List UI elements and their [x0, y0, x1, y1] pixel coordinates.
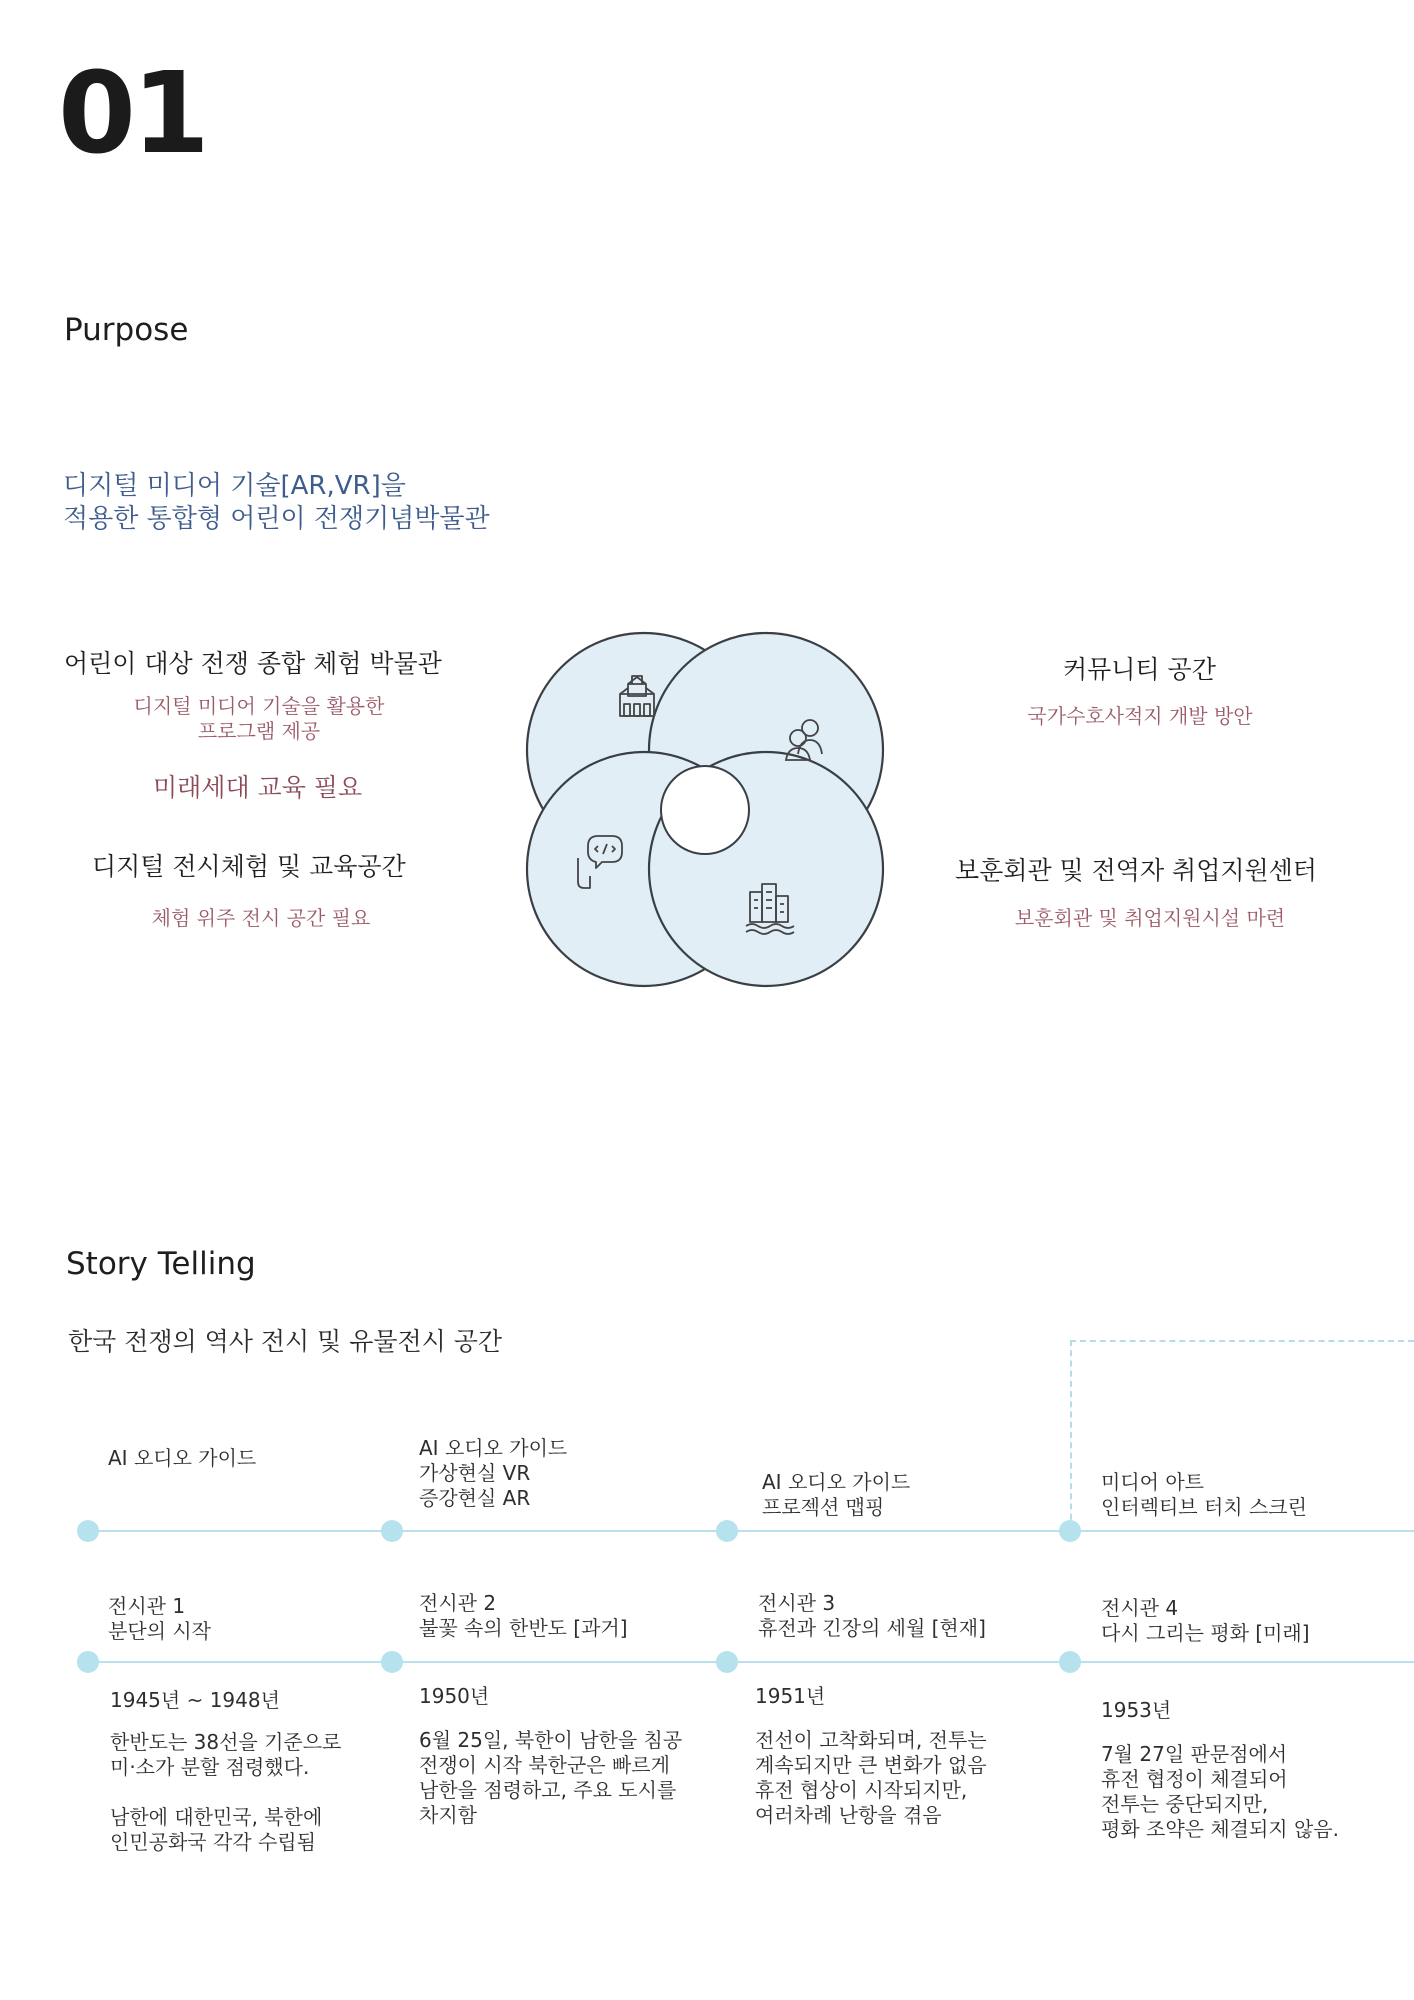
- timeline-dot: [381, 1651, 403, 1673]
- left-bottom-title: 디지털 전시체험 및 교육공간: [92, 852, 406, 881]
- right-top-sub: 국가수호사적지 개발 방안: [1027, 704, 1253, 728]
- stage-2-year: 1950년: [419, 1684, 490, 1708]
- timeline-dot: [77, 1651, 99, 1673]
- right-bottom-sub: 보훈회관 및 취업지원시설 마련: [1014, 906, 1286, 930]
- stage-3-desc: 전선이 고착화되며, 전투는 계속되지만 큰 변화가 없음 휴전 협상이 시작되지만, 여러차례 난항을 겪음: [755, 1728, 987, 1827]
- timeline-dot: [716, 1520, 738, 1542]
- left-top-sub: 디지털 미디어 기술을 활용한 프로그램 제공: [133, 694, 385, 743]
- page-number: 01: [58, 49, 206, 179]
- stage-4-tech: 미디어 아트 인터렉티브 터치 스크린: [1101, 1470, 1307, 1519]
- stage-4-year: 1953년: [1101, 1698, 1172, 1722]
- diagram-center: [661, 766, 749, 854]
- story-subtitle: 한국 전쟁의 역사 전시 및 유물전시 공간: [68, 1327, 503, 1356]
- stage-1-hall: 전시관 1 분단의 시작: [108, 1594, 211, 1643]
- stage-4-hall: 전시관 4 다시 그리는 평화 [미래]: [1101, 1596, 1310, 1645]
- timeline-dot: [381, 1520, 403, 1542]
- stage-3-hall: 전시관 3 휴전과 긴장의 세월 [현재]: [758, 1591, 986, 1640]
- purpose-diagram: [520, 626, 890, 988]
- dashed-bracket-horizontal: [1070, 1340, 1414, 1342]
- left-top-title: 어린이 대상 전쟁 종합 체험 박물관: [64, 649, 442, 678]
- right-top-title: 커뮤니티 공간: [1063, 655, 1216, 684]
- purpose-title: Purpose: [64, 312, 189, 348]
- timeline-line-bottom: [88, 1661, 1414, 1663]
- purpose-headline: 디지털 미디어 기술[AR,VR]을 적용한 통합형 어린이 전쟁기념박물관: [63, 471, 490, 534]
- left-bottom-sub: 체험 위주 전시 공간 필요: [151, 906, 371, 930]
- stage-1-year: 1945년 ~ 1948년: [110, 1688, 280, 1712]
- stage-4-desc: 7월 27일 판문점에서 휴전 협정이 체결되어 전투는 중단되지만, 평화 조약은 체결되지 않음.: [1101, 1742, 1339, 1841]
- stage-3-tech: AI 오디오 가이드 프로젝션 맵핑: [762, 1470, 911, 1519]
- story-title: Story Telling: [66, 1246, 256, 1282]
- stage-2-desc: 6월 25일, 북한이 남한을 침공 전쟁이 시작 북한군은 빠르게 남한을 점령하고, 주요 도시를 차지함: [419, 1728, 683, 1827]
- timeline-dot: [1059, 1520, 1081, 1542]
- timeline-dot: [1059, 1651, 1081, 1673]
- timeline-dot: [716, 1651, 738, 1673]
- left-top-emphasis: 미래세대 교육 필요: [153, 773, 363, 802]
- timeline-dot: [77, 1520, 99, 1542]
- stage-2-tech: AI 오디오 가이드 가상현실 VR 증강현실 AR: [419, 1436, 568, 1510]
- dashed-bracket-vertical: [1070, 1340, 1072, 1530]
- stage-1-tech: AI 오디오 가이드: [108, 1446, 257, 1470]
- right-bottom-title: 보훈회관 및 전역자 취업지원센터: [955, 856, 1317, 885]
- stage-1-desc: 한반도는 38선을 기준으로 미·소가 분할 점령했다. 남한에 대한민국, 북한에 인민공화국 각각 수립됨: [110, 1730, 342, 1854]
- stage-2-hall: 전시관 2 불꽃 속의 한반도 [과거]: [419, 1591, 628, 1640]
- stage-3-year: 1951년: [755, 1684, 826, 1708]
- timeline-line-top: [88, 1530, 1414, 1532]
